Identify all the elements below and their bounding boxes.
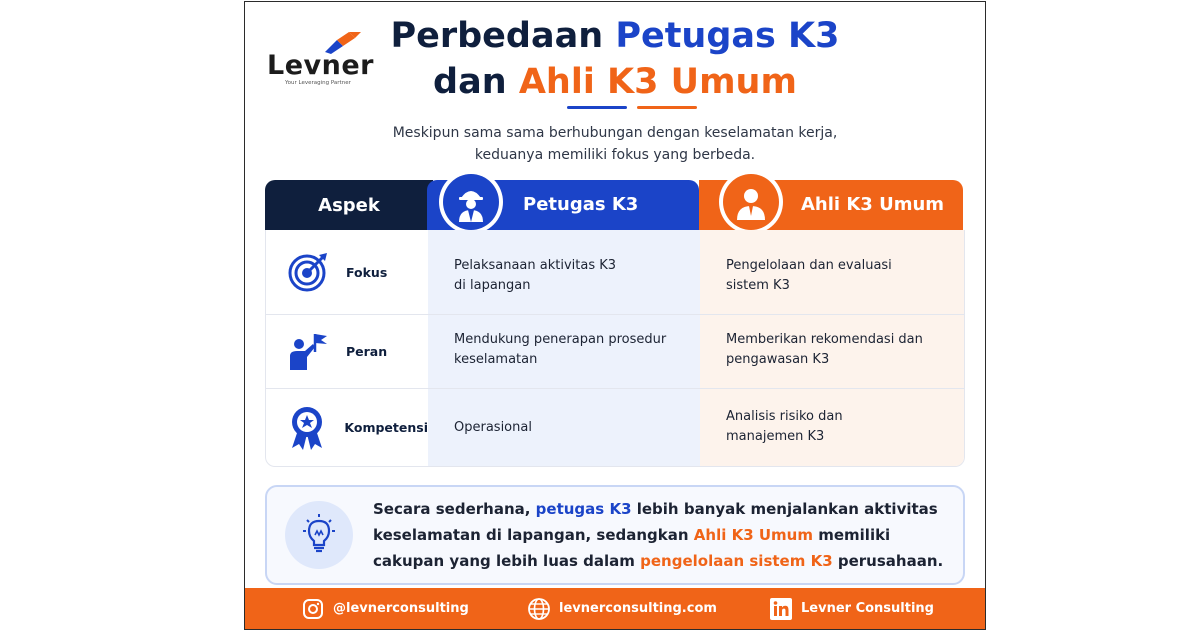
aspect-label: Peran [346, 343, 388, 359]
logo-tagline: Your Leveraging Partner [285, 80, 351, 86]
header-aspek-label: Aspek [318, 194, 380, 216]
instagram-icon [301, 597, 325, 621]
row-divider [266, 314, 964, 315]
aspect-label: Fokus [346, 264, 388, 280]
comparison-table [265, 230, 965, 467]
summary-box [265, 485, 965, 585]
instagram-handle: @levnerconsulting [333, 601, 469, 616]
title-underline-blue [567, 106, 627, 109]
cell-line: manajemen K3 [726, 429, 825, 444]
header-aspek [265, 180, 433, 230]
logo-word: Levner [267, 50, 374, 81]
table-row-peran [266, 329, 428, 373]
summary-highlight-petugas: petugas K3 [535, 500, 632, 518]
page-title-line2 [245, 62, 985, 102]
title-highlight-ahli: Ahli K3 Umum [518, 62, 797, 102]
cell-line: Operasional [454, 420, 532, 435]
cell-line: Analisis risiko dan [726, 409, 843, 424]
cell-line: di lapangan [454, 278, 531, 293]
ahli-cell [726, 407, 843, 447]
header-petugas [427, 180, 699, 230]
title-highlight-petugas: Petugas K3 [615, 16, 840, 56]
target-icon [286, 250, 330, 294]
cell-line: Memberikan rekomendasi dan [726, 332, 923, 347]
summary-highlight-ahli: Ahli K3 Umum [693, 526, 813, 544]
globe-icon [527, 597, 551, 621]
cell-line: Mendukung penerapan prosedur [454, 332, 667, 347]
person-flag-icon [286, 329, 330, 373]
summary-part: Secara sederhana, [373, 500, 536, 518]
cell-line: Pelaksanaan aktivitas K3 [454, 258, 617, 273]
cell-line: sistem K3 [726, 278, 790, 293]
footer-instagram[interactable] [301, 588, 469, 629]
petugas-cell [454, 418, 532, 438]
expert-person-icon [731, 182, 771, 222]
linkedin-name: Levner Consulting [801, 601, 934, 616]
header-ahli [699, 180, 963, 230]
worker-helmet-icon [451, 182, 491, 222]
cell-line: Pengelolaan dan evaluasi [726, 258, 892, 273]
ahli-cell [726, 256, 892, 296]
summary-highlight-sistem: pengelolaan sistem K3 [640, 552, 833, 570]
summary-part: memiliki cakupan yang lebih luas dalam [373, 526, 891, 570]
linkedin-icon [769, 597, 793, 621]
lightbulb-icon [285, 501, 353, 569]
title-prefix-1: Perbedaan [390, 16, 616, 56]
summary-part: lebih banyak menjalankan aktivitas keselamatan di lapangan, sedangkan [373, 500, 938, 544]
expert-badge [719, 170, 783, 234]
summary-text [373, 496, 953, 574]
page-title-line1 [245, 16, 985, 56]
title-prefix-2: dan [433, 62, 519, 102]
petugas-cell [454, 330, 666, 370]
subtitle-line2: keduanya memiliki fokus yang berbeda. [474, 147, 756, 163]
cell-line: keselamatan [454, 352, 538, 367]
cell-line: pengawasan K3 [726, 352, 830, 367]
table-row-kompetensi [266, 405, 428, 449]
footer-bar [245, 588, 985, 629]
aspect-label: Kompetensi [344, 419, 428, 435]
summary-part: perusahaan. [832, 552, 944, 570]
footer-website[interactable] [527, 588, 717, 629]
worker-badge [439, 170, 503, 234]
footer-linkedin[interactable] [769, 588, 934, 629]
infographic-card [244, 1, 986, 630]
title-underline-orange [637, 106, 697, 109]
row-divider [266, 388, 964, 389]
ahli-cell [726, 330, 923, 370]
table-row-fokus [266, 250, 428, 294]
subtitle-line1: Meskipun sama sama berhubungan dengan keselamatan kerja, [392, 125, 838, 141]
header-ahli-label: Ahli K3 Umum [801, 194, 945, 215]
award-ribbon-icon [286, 405, 328, 449]
header-petugas-label: Petugas K3 [523, 194, 639, 215]
website-url: levnerconsulting.com [559, 601, 717, 616]
petugas-cell [454, 256, 616, 296]
